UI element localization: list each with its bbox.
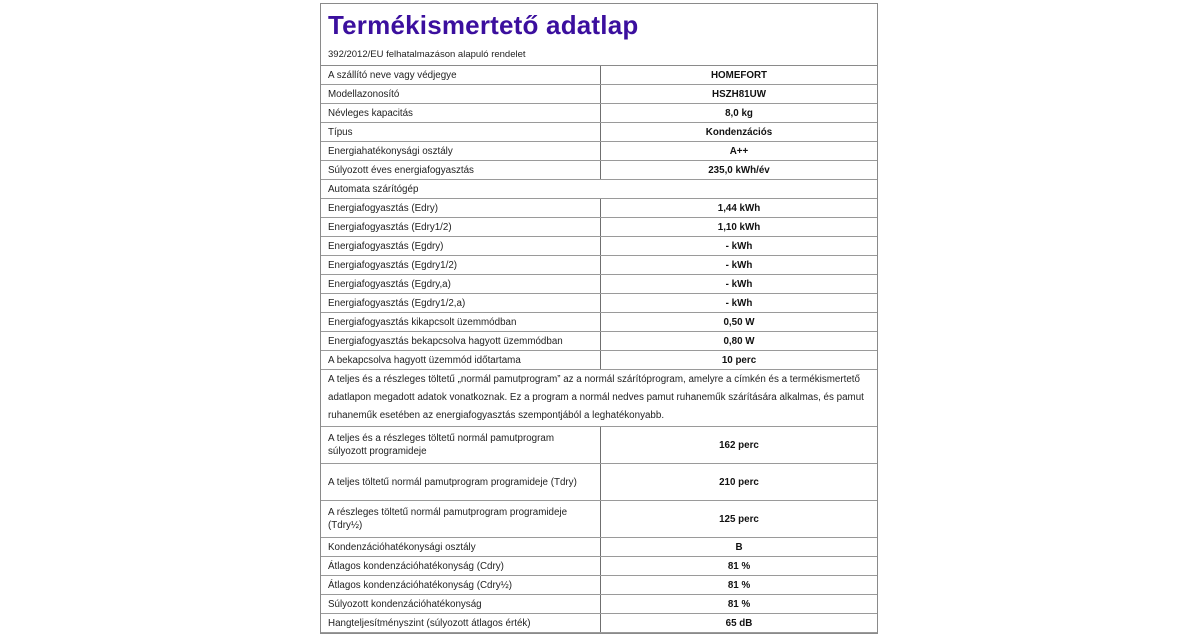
row-value: 1,10 kWh	[601, 218, 878, 237]
table-row	[321, 576, 877, 595]
row-label: Súlyozott kondenzációhatékonyság	[321, 595, 601, 614]
table-row	[321, 332, 877, 351]
row-label: A teljes töltetű normál pamutprogram programideje (Tdry)	[321, 464, 601, 501]
table-row	[321, 218, 877, 237]
table-row	[321, 538, 877, 557]
table-row	[321, 66, 877, 85]
row-label: Energiafogyasztás bekapcsolva hagyott üzemmódban	[321, 332, 601, 351]
row-value: 81 %	[601, 576, 878, 595]
table-row	[321, 557, 877, 576]
table-row	[321, 275, 877, 294]
table-row	[321, 313, 877, 332]
row-label: Energiafogyasztás (Egdry)	[321, 237, 601, 256]
row-label: Átlagos kondenzációhatékonyság (Cdry)	[321, 557, 601, 576]
table-row	[321, 199, 877, 218]
table-row	[321, 427, 877, 464]
row-value: Kondenzációs	[601, 123, 878, 142]
row-label: Energiafogyasztás (Egdry,a)	[321, 275, 601, 294]
row-value: B	[601, 538, 878, 557]
row-value: 125 perc	[601, 501, 878, 538]
row-label: Energiafogyasztás (Egdry1/2)	[321, 256, 601, 275]
section-row	[321, 180, 877, 199]
row-label: A teljes és a részleges töltetű normál pamutprogram súlyozott programideje	[321, 427, 601, 464]
product-fiche	[320, 3, 878, 634]
row-value: 81 %	[601, 557, 878, 576]
row-label: Energiafogyasztás (Edry)	[321, 199, 601, 218]
row-value: 0,80 W	[601, 332, 878, 351]
row-label: Hangteljesítményszint (súlyozott átlagos érték)	[321, 614, 601, 633]
row-label: A bekapcsolva hagyott üzemmód időtartama	[321, 351, 601, 370]
row-value: 162 perc	[601, 427, 878, 464]
row-value: 210 perc	[601, 464, 878, 501]
row-label: A részleges töltetű normál pamutprogram programideje (Tdry½)	[321, 501, 601, 538]
row-value: 1,44 kWh	[601, 199, 878, 218]
row-value: 10 perc	[601, 351, 878, 370]
table-row	[321, 123, 877, 142]
row-value: 81 %	[601, 595, 878, 614]
table-row	[321, 595, 877, 614]
row-label: A szállító neve vagy védjegye	[321, 66, 601, 85]
table-row	[321, 294, 877, 313]
row-value: 8,0 kg	[601, 104, 878, 123]
row-value: - kWh	[601, 294, 878, 313]
paragraph-row	[321, 370, 877, 427]
row-value: 0,50 W	[601, 313, 878, 332]
row-value: - kWh	[601, 256, 878, 275]
table-row	[321, 237, 877, 256]
page-title: Termékismertető adatlap	[328, 10, 639, 40]
spec-table	[321, 66, 877, 633]
table-row	[321, 351, 877, 370]
row-label: Energiahatékonysági osztály	[321, 142, 601, 161]
table-row	[321, 501, 877, 538]
table-row	[321, 161, 877, 180]
row-value: HOMEFORT	[601, 66, 878, 85]
row-value: 65 dB	[601, 614, 878, 633]
row-label: Energiafogyasztás (Edry1/2)	[321, 218, 601, 237]
row-label: Kondenzációhatékonysági osztály	[321, 538, 601, 557]
row-label: Súlyozott éves energiafogyasztás	[321, 161, 601, 180]
fiche-header	[321, 4, 877, 66]
row-label: Modellazonosító	[321, 85, 601, 104]
table-row	[321, 142, 877, 161]
table-row	[321, 256, 877, 275]
table-row	[321, 464, 877, 501]
row-label: Névleges kapacitás	[321, 104, 601, 123]
row-value: A++	[601, 142, 878, 161]
table-row	[321, 104, 877, 123]
row-value: HSZH81UW	[601, 85, 878, 104]
row-value: 235,0 kWh/év	[601, 161, 878, 180]
regulation-subtitle: 392/2012/EU felhatalmazáson alapuló rendelet	[328, 49, 526, 60]
row-label: Energiafogyasztás kikapcsolt üzemmódban	[321, 313, 601, 332]
normal-cotton-program-note: A teljes és a részleges töltetű „normál pamutprogram” az a normál szárítóprogram, amelyre a címkén és a termékismertető adatlapon megadott adatok vonatkoznak. Ez a program a normál nedves pamut ruhaneműk szárítására alkalmas, és pamut ruhaneműk esetében az energiafogyasztás szempontjából a leghatékonyabb.	[321, 370, 877, 427]
row-value: - kWh	[601, 275, 878, 294]
table-row	[321, 85, 877, 104]
row-value: - kWh	[601, 237, 878, 256]
row-label: Típus	[321, 123, 601, 142]
section-automata: Automata szárítógép	[321, 180, 877, 199]
row-label: Energiafogyasztás (Egdry1/2,a)	[321, 294, 601, 313]
row-label: Átlagos kondenzációhatékonyság (Cdry½)	[321, 576, 601, 595]
